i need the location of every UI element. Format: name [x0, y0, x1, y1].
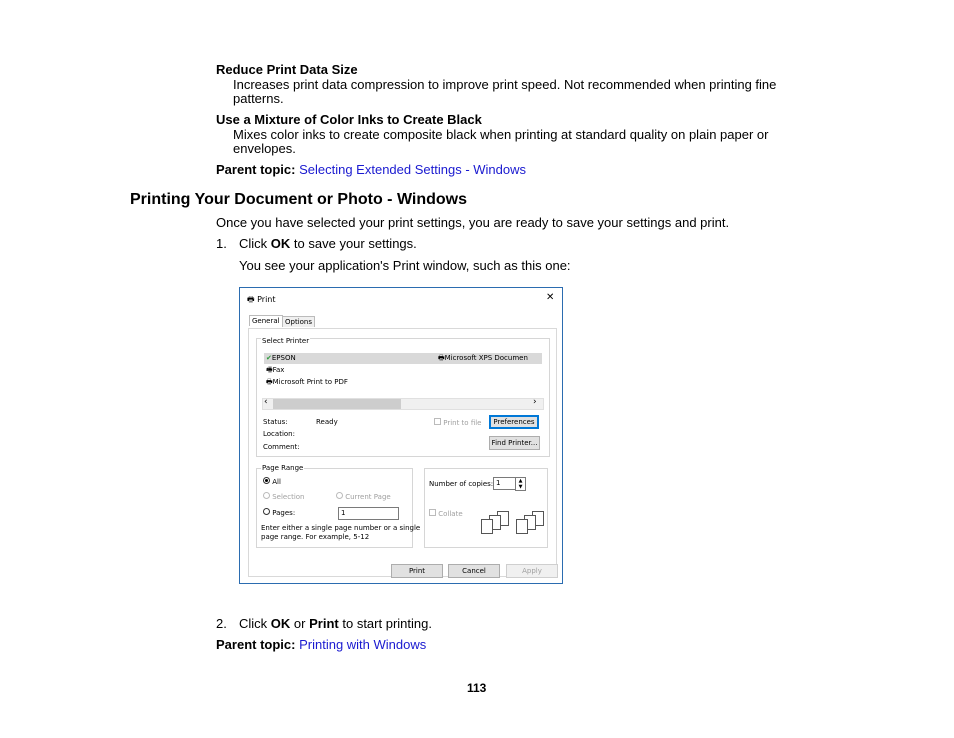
printer-icon: 🖶 — [247, 295, 255, 304]
step-1-number: 1. — [216, 236, 227, 251]
status-value: Ready — [316, 418, 338, 426]
reduce-heading: Reduce Print Data Size — [216, 62, 358, 77]
collate-page-icon — [516, 519, 528, 534]
parent-topic-2 — [216, 637, 426, 652]
section-title: Printing Your Document or Photo - Windows — [130, 191, 468, 208]
tab-options[interactable]: Options — [282, 316, 315, 327]
find-printer-button[interactable]: Find Printer... — [489, 436, 540, 450]
print-dialog — [239, 287, 563, 584]
intro-text: Once you have selected your print settings, you are ready to save your settings and print. — [216, 215, 730, 230]
copies-label: Number of copies: — [429, 480, 494, 488]
collate-option[interactable]: Collate — [429, 509, 463, 518]
mixture-heading: Use a Mixture of Color Inks to Create Black — [216, 112, 482, 127]
print-to-file-checkbox[interactable] — [434, 418, 441, 425]
page-number: 113 — [467, 681, 487, 695]
dialog-title: Print — [257, 295, 276, 304]
parent-topic-link-extended-settings[interactable]: Selecting Extended Settings - Windows — [299, 162, 526, 177]
apply-button[interactable]: Apply — [506, 564, 558, 578]
scroll-left-icon[interactable]: ‹ — [264, 397, 268, 407]
printer-item-xps[interactable]: 🖶Microsoft XPS Documen — [438, 354, 528, 362]
step-1-subtext: You see your application's Print window, such as this one: — [239, 258, 571, 273]
printer-item-fax[interactable]: 🖷Fax — [266, 366, 285, 374]
scrollbar-thumb[interactable] — [273, 399, 401, 409]
tab-general[interactable]: General — [249, 315, 283, 326]
select-printer-label: Select Printer — [262, 337, 310, 345]
step-2-text: Click OK or Print to start printing. — [239, 616, 432, 631]
copies-spinner[interactable]: ▲ ▼ — [515, 477, 526, 491]
range-hint-line1: Enter either a single page number or a single — [261, 524, 421, 532]
page-range-label: Page Range — [262, 464, 304, 472]
printer-icon: 🖶 — [438, 354, 445, 362]
range-all-radio[interactable] — [263, 477, 270, 484]
range-all-option[interactable]: All — [263, 477, 281, 486]
fax-icon: 🖷 — [266, 366, 273, 374]
printer-item-pdf[interactable]: 🖶Microsoft Print to PDF — [266, 378, 348, 386]
printer-icon: 🖶 — [266, 378, 273, 386]
range-current-radio[interactable] — [336, 492, 343, 499]
range-pages-option[interactable]: Pages: — [263, 508, 295, 517]
range-selection-radio[interactable] — [263, 492, 270, 499]
preferences-button[interactable]: Preferences — [489, 415, 539, 429]
range-current-option[interactable]: Current Page — [336, 492, 391, 501]
close-icon[interactable]: ✕ — [546, 292, 555, 303]
collate-checkbox[interactable] — [429, 509, 436, 516]
parent-topic-link-printing-windows[interactable]: Printing with Windows — [299, 637, 427, 652]
dialog-title-bar — [247, 294, 276, 308]
reduce-desc-line2: patterns. — [233, 91, 284, 106]
range-selection-option[interactable]: Selection — [263, 492, 305, 501]
copies-input[interactable]: 1 — [493, 477, 516, 490]
pages-input[interactable]: 1 — [338, 507, 399, 520]
range-pages-radio[interactable] — [263, 508, 270, 515]
printer-item-epson[interactable]: ✔EPSON — [266, 354, 296, 362]
print-to-file[interactable]: Print to file — [434, 418, 481, 427]
mixture-desc-line1: Mixes color inks to create composite black when printing at standard quality on plain paper or — [233, 127, 769, 142]
reduce-desc-line1: Increases print data compression to improve print speed. Not recommended when printing fine — [233, 77, 777, 92]
cancel-button[interactable]: Cancel — [448, 564, 500, 578]
parent-topic-1 — [216, 162, 526, 177]
comment-label: Comment: — [263, 443, 300, 451]
step-2-number: 2. — [216, 616, 227, 631]
parent-topic-label: Parent topic: — [216, 162, 296, 177]
range-hint-line2: page range. For example, 5-12 — [261, 533, 370, 541]
default-check-icon: ✔ — [266, 354, 272, 362]
print-button[interactable]: Print — [391, 564, 443, 578]
step-1-text: Click OK to save your settings. — [239, 236, 417, 251]
parent-topic-label: Parent topic: — [216, 637, 296, 652]
status-label: Status: — [263, 418, 288, 426]
mixture-desc-line2: envelopes. — [233, 141, 296, 156]
location-label: Location: — [263, 430, 295, 438]
scroll-right-icon[interactable]: › — [533, 397, 537, 407]
collate-page-icon — [481, 519, 493, 534]
